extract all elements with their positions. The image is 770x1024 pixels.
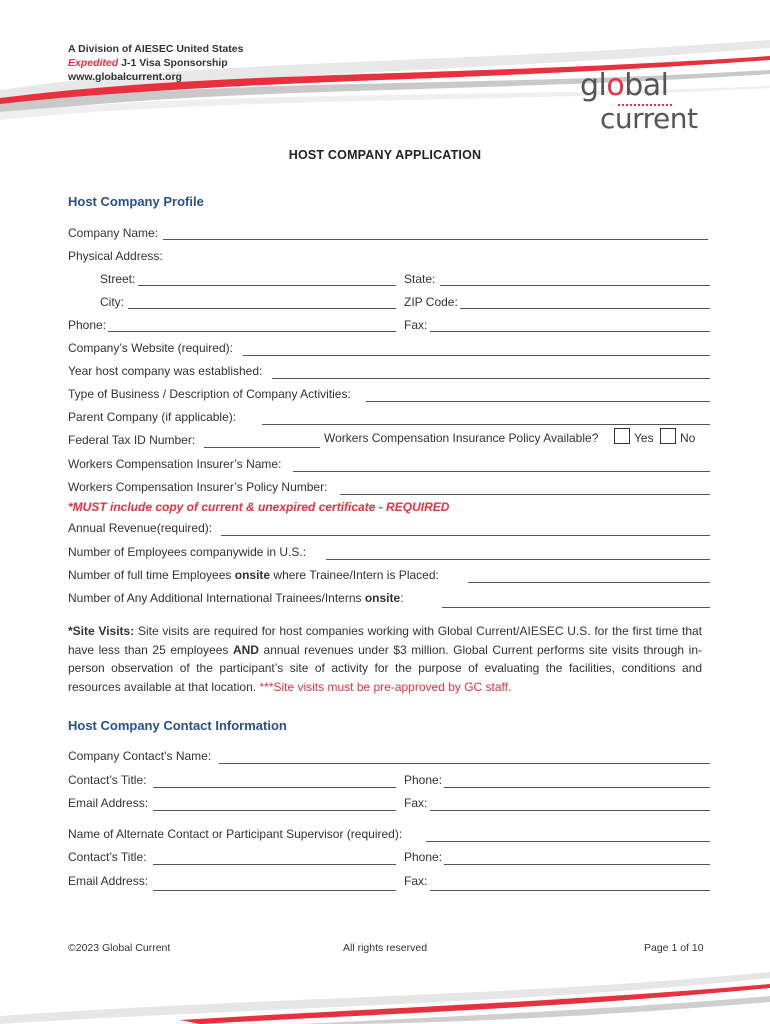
footer-copyright: ©2023 Global Current xyxy=(68,942,171,954)
fulltime-onsite: onsite xyxy=(234,568,271,582)
logo-bal: bal xyxy=(624,68,669,103)
phone-label: Phone: xyxy=(68,318,107,332)
alt-title-label: Contact’s Title: xyxy=(68,850,147,864)
company-name-label: Company Name: xyxy=(68,226,159,240)
alt-email-label: Email Address: xyxy=(68,874,149,888)
business-type-label: Type of Business / Description of Company Activities: xyxy=(68,387,351,401)
zip-label: ZIP Code: xyxy=(404,295,458,309)
intl-field[interactable] xyxy=(442,607,710,608)
parent-company-label: Parent Company (if applicable): xyxy=(68,410,237,424)
contact-title-field[interactable] xyxy=(153,787,396,788)
website-field[interactable] xyxy=(243,355,710,356)
year-field[interactable] xyxy=(272,378,710,379)
footer-rights: All rights reserved xyxy=(343,942,428,954)
site-visits-label: *Site Visits: xyxy=(68,624,135,638)
annual-revenue-field[interactable] xyxy=(221,535,710,536)
tax-id-field[interactable] xyxy=(204,447,320,448)
intl-text-c: : xyxy=(400,591,404,605)
employees-label: Number of Employees companywide in U.S.: xyxy=(68,545,307,559)
expedited-text: Expedited xyxy=(68,57,119,69)
fulltime-label xyxy=(68,568,439,582)
city-label: City: xyxy=(100,295,124,309)
visa-text: J-1 Visa Sponsorship xyxy=(118,57,228,69)
footer-swoosh xyxy=(0,968,770,1024)
alt-phone-field[interactable] xyxy=(444,864,710,865)
company-name-field[interactable] xyxy=(163,239,708,240)
global-current-logo xyxy=(578,68,708,134)
intl-label xyxy=(68,591,404,605)
fulltime-field[interactable] xyxy=(468,582,710,583)
tax-id-label: Federal Tax ID Number: xyxy=(68,433,196,447)
contact-phone-field[interactable] xyxy=(444,787,710,788)
logo-gl: gl xyxy=(580,68,607,103)
profile-heading: Host Company Profile xyxy=(68,194,204,209)
intl-onsite: onsite xyxy=(364,591,401,605)
alt-fax-field[interactable] xyxy=(430,890,710,891)
contact-heading: Host Company Contact Information xyxy=(68,718,287,733)
alt-fax-label: Fax: xyxy=(404,874,428,888)
yes-label: Yes xyxy=(634,431,654,445)
contact-phone-label: Phone: xyxy=(404,773,443,787)
city-field[interactable] xyxy=(128,308,396,309)
fulltime-text-c: where Trainee/Intern is Placed: xyxy=(270,568,439,582)
contact-title-label: Contact’s Title: xyxy=(68,773,147,787)
state-label: State: xyxy=(404,272,436,286)
footer-page-number: Page 1 of 10 xyxy=(644,942,704,954)
zip-field[interactable] xyxy=(460,308,710,309)
policy-number-field[interactable] xyxy=(340,494,710,495)
website-url: www.globalcurrent.org xyxy=(68,71,182,83)
certificate-note: *MUST include copy of current & unexpired certificate - REQUIRED xyxy=(68,500,450,514)
workers-comp-yes-checkbox[interactable] xyxy=(614,428,630,444)
alt-contact-field[interactable] xyxy=(426,841,710,842)
alt-phone-label: Phone: xyxy=(404,850,443,864)
site-visits-text2: annual revenues under $3 million. Global Current performs site visits through in-person observation of the participant’s site of activity for the purpose of evaluating the facilities, conditions and resources available at that location. xyxy=(68,642,702,694)
site-visits-text1: Site visits are required for host companies working with Global Current/AIESEC U.S. for the first time that have less than 25 employees xyxy=(68,624,702,657)
annual-revenue-label: Annual Revenue(required): xyxy=(68,521,213,535)
phone-field[interactable] xyxy=(108,331,396,332)
visa-line xyxy=(68,57,228,69)
alt-email-field[interactable] xyxy=(153,890,396,891)
policy-number-label: Workers Compensation Insurer’s Policy Number: xyxy=(68,480,328,494)
state-field[interactable] xyxy=(440,285,710,286)
website-label: Company’s Website (required): xyxy=(68,341,233,355)
workers-comp-no-checkbox[interactable] xyxy=(660,428,676,444)
site-visits-warning: ***Site visits must be pre-approved by GC staff. xyxy=(259,679,512,694)
site-visits-paragraph xyxy=(68,622,702,696)
fax-label: Fax: xyxy=(404,318,428,332)
logo-current: current xyxy=(600,102,698,135)
contact-name-field[interactable] xyxy=(219,763,710,764)
contact-email-label: Email Address: xyxy=(68,796,149,810)
logo-o: o xyxy=(606,68,625,103)
contact-fax-field[interactable] xyxy=(430,810,710,811)
fulltime-text-a: Number of full time Employees xyxy=(68,568,235,582)
alt-contact-label: Name of Alternate Contact or Participant Supervisor (required): xyxy=(68,827,403,841)
division-line: A Division of AIESEC United States xyxy=(68,43,244,55)
street-label: Street: xyxy=(100,272,136,286)
contact-name-label: Company Contact’s Name: xyxy=(68,749,212,763)
contact-fax-label: Fax: xyxy=(404,796,428,810)
intl-text-a: Number of Any Additional International Trainees/Interns xyxy=(68,591,365,605)
workers-comp-label: Workers Compensation Insurance Policy Available? xyxy=(324,431,599,445)
insurer-name-label: Workers Compensation Insurer’s Name: xyxy=(68,457,282,471)
parent-company-field[interactable] xyxy=(262,424,710,425)
page-title: HOST COMPANY APPLICATION xyxy=(288,148,482,162)
physical-address-label: Physical Address: xyxy=(68,249,163,263)
no-label: No xyxy=(680,431,696,445)
contact-email-field[interactable] xyxy=(153,810,396,811)
site-visits-and: AND xyxy=(232,642,259,657)
alt-title-field[interactable] xyxy=(153,864,396,865)
street-field[interactable] xyxy=(138,285,396,286)
fax-field[interactable] xyxy=(430,331,710,332)
insurer-name-field[interactable] xyxy=(293,471,710,472)
employees-field[interactable] xyxy=(326,559,710,560)
business-type-field[interactable] xyxy=(366,401,710,402)
year-label: Year host company was established: xyxy=(68,364,263,378)
